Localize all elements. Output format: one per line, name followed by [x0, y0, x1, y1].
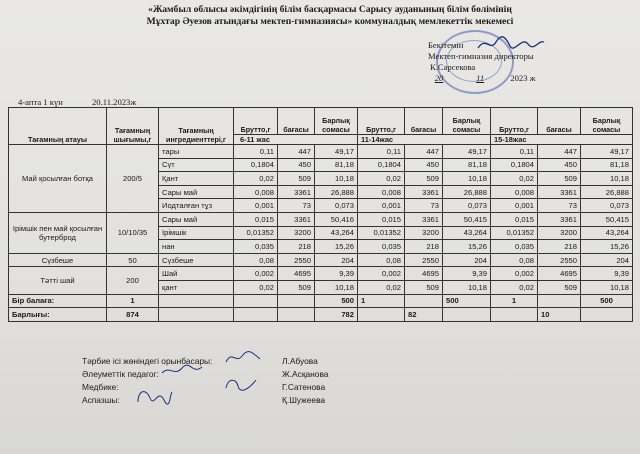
- signature-role-3: Медбике:: [82, 382, 119, 392]
- per-child-count-3: 1: [491, 294, 538, 308]
- cell-price-g3: 2550: [538, 253, 581, 267]
- cell-price-g1: 73: [278, 199, 315, 213]
- cell-total-g2: 9,39: [443, 267, 491, 281]
- week-day: 4-апта 1 күн: [18, 97, 63, 107]
- ingredient-name: Қант: [159, 172, 234, 186]
- cell-price-g3: 3200: [538, 226, 581, 240]
- cell-gross-g3: 0,001: [491, 199, 538, 213]
- cell-price-g3: 3361: [538, 185, 581, 199]
- cell-gross-g2: 0,002: [358, 267, 405, 281]
- cell-gross-g3: 0,035: [491, 240, 538, 254]
- cell-total-g2: 10,18: [443, 280, 491, 294]
- cell-gross-g2: 0,008: [358, 185, 405, 199]
- col-price-3: бағасы: [538, 108, 581, 135]
- age-group-3: 15-18жас: [491, 135, 633, 145]
- cell-price-g3: 73: [538, 199, 581, 213]
- total-label: Барлығы:: [9, 308, 107, 322]
- signature-name-4: Қ.Шужеева: [282, 395, 326, 405]
- per-child-label: Бір балаға:: [9, 294, 107, 308]
- cell-price-g2: 3361: [405, 212, 443, 226]
- dish-output: 200: [107, 267, 159, 294]
- dish-name: Сүзбеше: [9, 253, 107, 267]
- cell-gross-g2: 0,001: [358, 199, 405, 213]
- empty-cell: [234, 294, 278, 308]
- cell-price-g3: 3361: [538, 212, 581, 226]
- header-line-2: Мұхтар Әуезов атындағы мектеп-гимназиясы» коммуналдық мемлекеттік мекемесі: [146, 16, 514, 27]
- cell-price-g1: 4695: [278, 267, 315, 281]
- cell-price-g3: 218: [538, 240, 581, 254]
- cell-total-g1: 26,888: [315, 185, 358, 199]
- cell-total-g3: 9,39: [581, 267, 633, 281]
- age-group-2: 11-14жас: [358, 135, 491, 145]
- cell-gross-g1: 0,08: [234, 253, 278, 267]
- cell-gross-g1: 0,02: [234, 280, 278, 294]
- cell-total-g1: 204: [315, 253, 358, 267]
- cell-gross-g1: 0,002: [234, 267, 278, 281]
- cell-total-g3: 50,415: [581, 212, 633, 226]
- cell-price-g1: 509: [278, 172, 315, 186]
- cell-price-g2: 73: [405, 199, 443, 213]
- cell-total-g2: 43,264: [443, 226, 491, 240]
- cell-gross-g1: 0,015: [234, 212, 278, 226]
- per-child-total-3: 500: [581, 294, 633, 308]
- col-gross-3: Брутто,г: [491, 108, 538, 135]
- cell-total-g2: 15,26: [443, 240, 491, 254]
- empty-cell: [405, 294, 443, 308]
- cell-total-g1: 9,39: [315, 267, 358, 281]
- cell-gross-g3: 0,08: [491, 253, 538, 267]
- cell-price-g2: 218: [405, 240, 443, 254]
- total-sum-1: 782: [315, 308, 358, 322]
- menu-date: 20.11.2023ж: [92, 97, 137, 107]
- empty-cell: [358, 308, 405, 322]
- cell-total-g3: 204: [581, 253, 633, 267]
- cell-total-g3: 26,888: [581, 185, 633, 199]
- cell-price-g2: 3200: [405, 226, 443, 240]
- cell-total-g3: 10,18: [581, 280, 633, 294]
- signature-scribble-3: [222, 376, 262, 392]
- cell-price-g1: 2550: [278, 253, 315, 267]
- ingredient-name: Шай: [159, 267, 234, 281]
- cell-price-g3: 450: [538, 158, 581, 172]
- cell-total-g2: 0,073: [443, 199, 491, 213]
- table-header-row: [9, 108, 633, 135]
- signature-name-1: Л.Абуова: [282, 356, 318, 366]
- empty-cell: [159, 294, 234, 308]
- cell-price-g3: 447: [538, 145, 581, 159]
- signature-scribble-2: [160, 363, 204, 379]
- cell-price-g2: 450: [405, 158, 443, 172]
- empty-cell: [538, 294, 581, 308]
- cell-price-g1: 3200: [278, 226, 315, 240]
- cell-price-g1: 447: [278, 145, 315, 159]
- cell-gross-g2: 0,08: [358, 253, 405, 267]
- cell-gross-g1: 0,01352: [234, 226, 278, 240]
- cell-total-g3: 49,17: [581, 145, 633, 159]
- per-child-count-2: 1: [358, 294, 405, 308]
- cell-price-g2: 2550: [405, 253, 443, 267]
- approval-year: 2023 ж: [510, 73, 536, 83]
- per-child-output: 1: [107, 294, 159, 308]
- table-row: [9, 253, 633, 267]
- menu-table: [8, 107, 633, 322]
- ingredient-name: Сүт: [159, 158, 234, 172]
- cell-price-g1: 3361: [278, 185, 315, 199]
- cell-gross-g2: 0,02: [358, 172, 405, 186]
- ingredient-name: Сары май: [159, 212, 234, 226]
- ingredient-name: Сүзбеше: [159, 253, 234, 267]
- signature-name-3: Г.Сатенова: [282, 382, 326, 392]
- ingredient-name: Сары май: [159, 185, 234, 199]
- cell-gross-g3: 0,015: [491, 212, 538, 226]
- cell-price-g1: 450: [278, 158, 315, 172]
- cell-total-g3: 0,073: [581, 199, 633, 213]
- ingredient-name: нан: [159, 240, 234, 254]
- cell-gross-g2: 0,035: [358, 240, 405, 254]
- cell-gross-g2: 0,11: [358, 145, 405, 159]
- empty-cell: [234, 308, 278, 322]
- empty-cell: [278, 308, 315, 322]
- empty-cell: [278, 294, 315, 308]
- cell-gross-g3: 0,02: [491, 172, 538, 186]
- age-group-1: 6-11 жас: [234, 135, 358, 145]
- cell-total-g2: 26,888: [443, 185, 491, 199]
- dish-output: 50: [107, 253, 159, 267]
- total-output: 874: [107, 308, 159, 322]
- cell-total-g3: 43,264: [581, 226, 633, 240]
- cell-price-g2: 447: [405, 145, 443, 159]
- ingredient-name: тары: [159, 145, 234, 159]
- cell-gross-g3: 0,02: [491, 280, 538, 294]
- approval-line-1: Бекітемін: [428, 40, 464, 50]
- cell-price-g2: 3361: [405, 185, 443, 199]
- signature-role-2: Әлеуметтік педагог:: [82, 369, 159, 379]
- approval-line-2: Мектеп-гимназия директоры: [428, 51, 534, 61]
- cell-gross-g3: 0,008: [491, 185, 538, 199]
- cell-gross-g1: 0,008: [234, 185, 278, 199]
- cell-price-g1: 3361: [278, 212, 315, 226]
- cell-gross-g3: 0,01352: [491, 226, 538, 240]
- table-row: [9, 145, 633, 159]
- dish-output: 10/10/35: [107, 212, 159, 253]
- document-header: [60, 4, 600, 28]
- col-ingredients: Тағамның ингредиенттері,г: [159, 108, 234, 145]
- cell-gross-g1: 0,001: [234, 199, 278, 213]
- col-price-1: бағасы: [278, 108, 315, 135]
- table-row: [9, 267, 633, 281]
- ingredient-name: Иодталған тұз: [159, 199, 234, 213]
- col-dish: Тағамның атауы: [9, 108, 107, 145]
- cell-total-g2: 81,18: [443, 158, 491, 172]
- approval-day: 20: [434, 73, 444, 83]
- empty-cell: [159, 308, 234, 322]
- col-total-1: Барлық сомасы: [315, 108, 358, 135]
- cell-total-g2: 10,18: [443, 172, 491, 186]
- cell-gross-g1: 0,02: [234, 172, 278, 186]
- header-line-1: «Жамбыл облысы әкімдігінің білім басқармасы Сарысу ауданының білім бөлімінің: [148, 4, 512, 15]
- empty-cell: [491, 308, 538, 322]
- cell-total-g1: 0,073: [315, 199, 358, 213]
- cell-gross-g2: 0,1804: [358, 158, 405, 172]
- menu-body: [9, 145, 633, 295]
- cell-price-g2: 509: [405, 280, 443, 294]
- col-output: Тағамның шығымы,г: [107, 108, 159, 145]
- signature-scribble-4: [134, 386, 174, 406]
- cell-gross-g2: 0,015: [358, 212, 405, 226]
- dish-name: Тәтті шай: [9, 267, 107, 294]
- cell-price-g1: 509: [278, 280, 315, 294]
- col-gross-2: Брутто,г: [358, 108, 405, 135]
- dish-name: Ірімшік пен май қосылған бутерброд: [9, 212, 107, 253]
- cell-total-g2: 204: [443, 253, 491, 267]
- signature-name-2: Ж.Асқанова: [282, 369, 329, 379]
- col-total-3: Барлық сомасы: [581, 108, 633, 135]
- signature-role-1: Тәрбие ісі жөніндегі орынбасары:: [82, 356, 213, 366]
- signature-role-4: Аспазшы:: [82, 395, 120, 405]
- cell-total-g1: 15,26: [315, 240, 358, 254]
- empty-cell: [581, 308, 633, 322]
- cell-price-g3: 4695: [538, 267, 581, 281]
- cell-total-g1: 50,416: [315, 212, 358, 226]
- cell-total-g1: 10,18: [315, 172, 358, 186]
- signature-scribble-1: [224, 350, 264, 366]
- cell-gross-g2: 0,02: [358, 280, 405, 294]
- cell-total-g1: 43,264: [315, 226, 358, 240]
- cell-total-g1: 49,17: [315, 145, 358, 159]
- cell-price-g1: 218: [278, 240, 315, 254]
- cell-gross-g1: 0,1804: [234, 158, 278, 172]
- cell-gross-g3: 0,11: [491, 145, 538, 159]
- dish-output: 200/5: [107, 145, 159, 213]
- cell-total-g3: 15,26: [581, 240, 633, 254]
- total-sum-2: 82: [405, 308, 443, 322]
- total-row: [9, 308, 633, 322]
- cell-gross-g1: 0,11: [234, 145, 278, 159]
- cell-gross-g1: 0,035: [234, 240, 278, 254]
- ingredient-name: Ірімшік: [159, 226, 234, 240]
- cell-gross-g2: 0,01352: [358, 226, 405, 240]
- cell-total-g3: 81,18: [581, 158, 633, 172]
- per-child-total-2: 500: [443, 294, 491, 308]
- dish-name: Май қосылған ботқа: [9, 145, 107, 213]
- cell-total-g3: 10,18: [581, 172, 633, 186]
- approval-block: [428, 40, 536, 84]
- empty-cell: [443, 308, 491, 322]
- table-row: [9, 212, 633, 226]
- approval-month: 11: [476, 73, 485, 83]
- ingredient-name: қант: [159, 280, 234, 294]
- cell-total-g1: 81,18: [315, 158, 358, 172]
- cell-gross-g3: 0,1804: [491, 158, 538, 172]
- per-child-total-1: 500: [315, 294, 358, 308]
- cell-total-g1: 10,18: [315, 280, 358, 294]
- approval-line-3: К.Сарсекова: [430, 62, 476, 72]
- cell-price-g2: 4695: [405, 267, 443, 281]
- col-total-2: Барлық сомасы: [443, 108, 491, 135]
- approval-date: [428, 73, 536, 84]
- cell-total-g2: 50,415: [443, 212, 491, 226]
- total-sum-3: 10: [538, 308, 581, 322]
- per-child-row: [9, 294, 633, 308]
- cell-price-g3: 509: [538, 172, 581, 186]
- cell-gross-g3: 0,002: [491, 267, 538, 281]
- cell-price-g3: 509: [538, 280, 581, 294]
- cell-total-g2: 49,17: [443, 145, 491, 159]
- cell-price-g2: 509: [405, 172, 443, 186]
- col-price-2: бағасы: [405, 108, 443, 135]
- col-gross-1: Брутто,г: [234, 108, 278, 135]
